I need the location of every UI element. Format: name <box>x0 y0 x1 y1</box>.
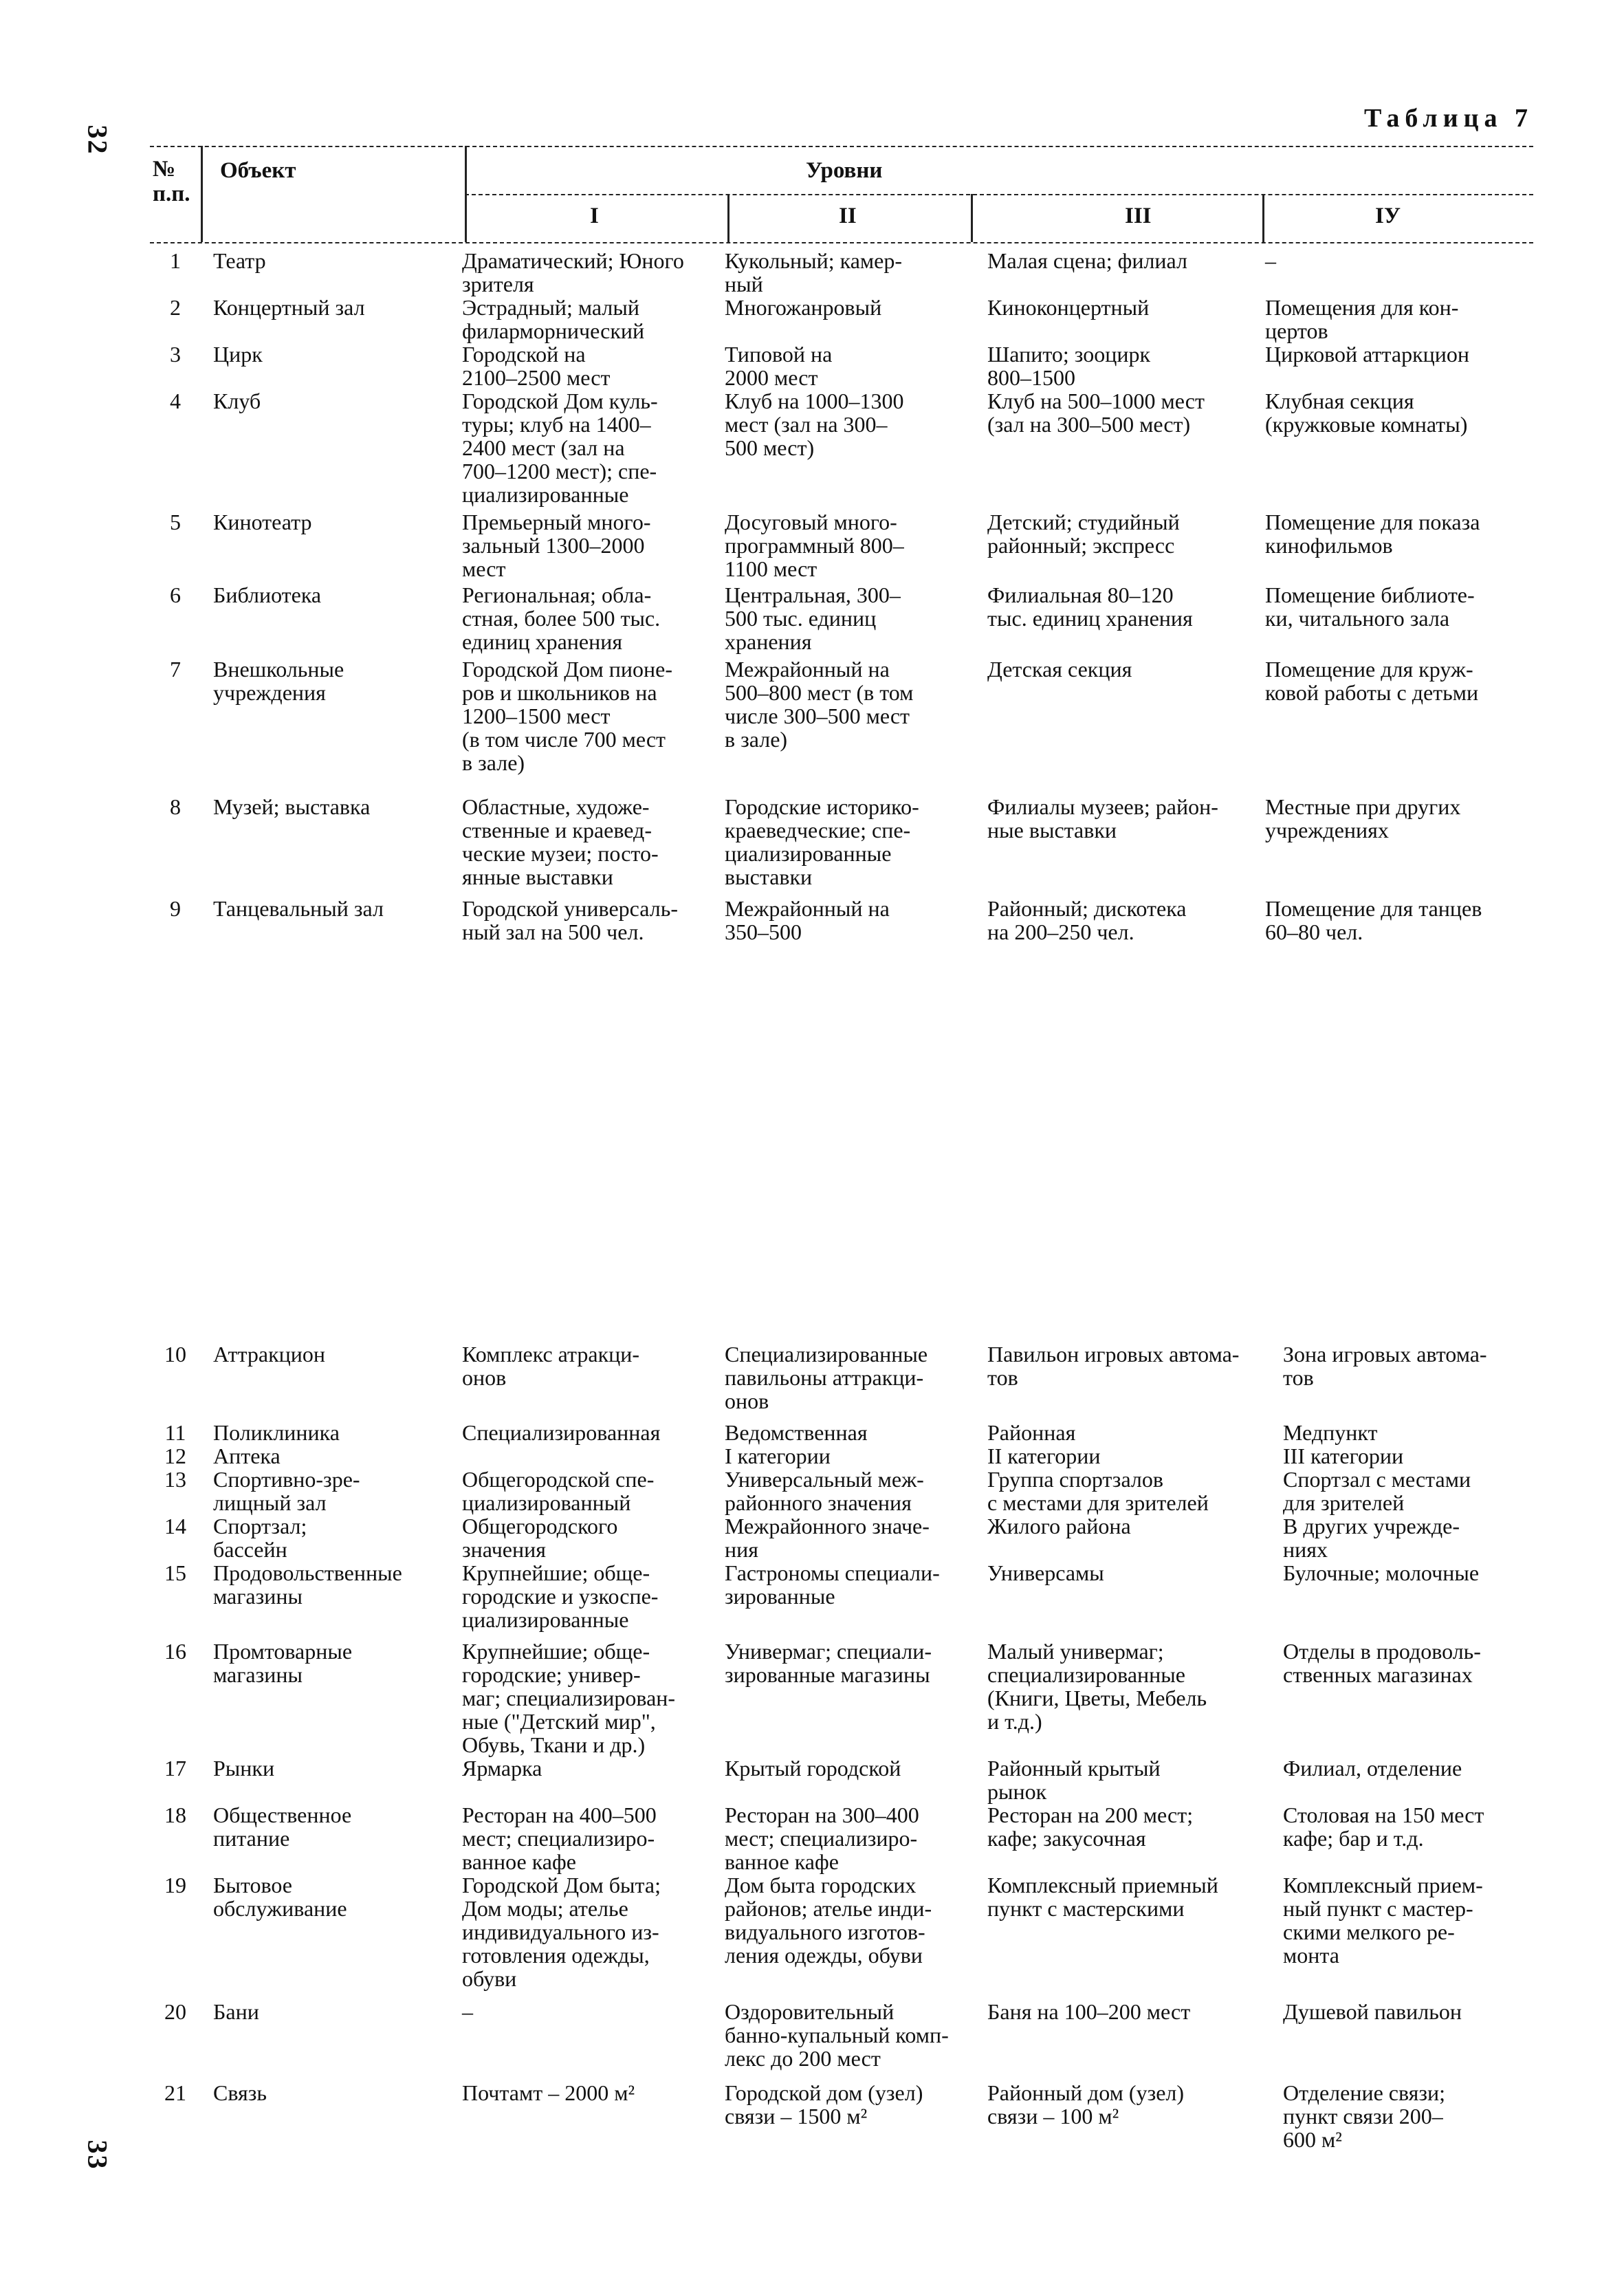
level-1-cell: Почтамт – 2000 м² <box>462 2080 635 2105</box>
level-3-cell: Универсамы <box>987 1560 1104 1585</box>
header-divider-num <box>201 146 203 242</box>
level-4-cell: Спортзал с местами для зрителей <box>1283 1467 1471 1515</box>
level-3-cell: Районный крытый рынок <box>987 1756 1161 1804</box>
level-3-cell: Клуб на 500–1000 мест (зал на 300–500 мест) <box>987 389 1205 437</box>
level-4-cell: Помещение для показа кинофильмов <box>1265 510 1480 558</box>
level-1-cell <box>462 1444 725 1468</box>
row-number: 18 <box>164 1803 186 1827</box>
object-name: Бытовое обслуживание <box>213 1873 347 1921</box>
level-1-cell: Городской Дом пионе- ров и школьников на 1200–1500 мест (в том числе 700 мест в зале) <box>462 657 672 775</box>
object-name: Промтоварные магазины <box>213 1639 353 1687</box>
table-row <box>138 389 1540 510</box>
level-2-cell: Типовой на 2000 мест <box>725 342 833 390</box>
level-4-cell: Столовая на 150 мест кафе; бар и т.д. <box>1283 1803 1484 1851</box>
level-2-cell: I категории <box>725 1444 831 1468</box>
level-4-cell: Клубная секция (кружковые комнаты) <box>1265 389 1468 437</box>
table-row <box>138 1421 1540 1444</box>
level-2-cell: Ведомственная <box>725 1420 868 1445</box>
table-row <box>138 1342 1540 1421</box>
level-4-cell: Цирковой аттаркцион <box>1265 342 1470 367</box>
level-4-cell: Отделение связи; пункт связи 200– 600 м² <box>1283 2080 1446 2152</box>
level-4-cell: Местные при других учреждениях <box>1265 794 1461 842</box>
table-row <box>138 1514 1540 1561</box>
row-number: 2 <box>170 295 181 320</box>
level-1-cell: Крупнейшие; обще- городские; универ- маг; специализирован- ные ("Детский мир", Обувь, Ткани и др.) <box>462 1639 676 1757</box>
object-name: Концертный зал <box>213 295 365 320</box>
level-3-cell: Комплексный приемный пункт с мастерскими <box>987 1873 1218 1921</box>
object-name: Общественное питание <box>213 1803 352 1851</box>
level-1-cell: Ярмарка <box>462 1756 542 1781</box>
levels-table-part1 <box>138 249 1540 944</box>
table-row <box>138 296 1540 342</box>
table-row <box>138 1803 1540 1873</box>
level-2-cell: Универмаг; специали- зированные магазины <box>725 1639 932 1687</box>
level-1-cell: Городской на 2100–2500 мест <box>462 342 611 390</box>
object-name: Музей; выставка <box>213 794 371 819</box>
object-name: Цирк <box>213 342 263 367</box>
row-number: 8 <box>170 794 181 819</box>
table-row <box>138 795 1540 897</box>
level-4-cell: Помещение для танцев 60–80 чел. <box>1265 896 1482 944</box>
level-4-cell: Медпункт <box>1283 1420 1378 1445</box>
level-2-cell: Многожанровый <box>725 295 882 320</box>
level-2-cell: Кукольный; камер- ный <box>725 248 903 296</box>
level-1-cell: Общегородского значения <box>462 1514 618 1562</box>
header-level-1: I <box>590 204 599 228</box>
level-1-cell: Городской Дом быта; Дом моды; ателье индивидуального из- готовления одежды, обуви <box>462 1873 661 1991</box>
level-2-cell: Дом быта городских районов; ателье инди- видуального изготов- ления одежды, обуви <box>725 1873 932 1968</box>
row-number: 9 <box>170 896 181 921</box>
table-row <box>138 657 1540 795</box>
level-2-cell: Межрайонного значе- ния <box>725 1514 930 1562</box>
object-name: Аптека <box>213 1444 281 1468</box>
level-3-cell: Детская секция <box>987 657 1132 682</box>
object-name: Театр <box>213 248 266 273</box>
row-number: 19 <box>164 1873 186 1897</box>
table-row <box>138 1561 1540 1640</box>
header-divider-l2 <box>971 194 973 242</box>
level-1-cell: Крупнейшие; обще- городские и узкоспе- циализированные <box>462 1560 659 1632</box>
row-number: 14 <box>164 1514 186 1538</box>
object-name: Клуб <box>213 389 261 413</box>
object-name: Библиотека <box>213 583 322 607</box>
row-number: 13 <box>164 1467 186 1492</box>
row-number: 17 <box>164 1756 186 1781</box>
level-3-cell: Баня на 100–200 мест <box>987 1999 1191 2024</box>
row-number: 7 <box>170 657 181 682</box>
level-3-cell: Малый универмаг; специализированные (Книги, Цветы, Мебель и т.д.) <box>987 1639 1207 1734</box>
object-name: Спортивно-зре- лищный зал <box>213 1467 360 1515</box>
table-caption: Таблица 7 <box>1363 104 1533 133</box>
level-2-cell: Оздоровительный банно-купальный комп- лекс до 200 мест <box>725 1999 949 2071</box>
table-row <box>138 583 1540 657</box>
header-top-rule <box>150 146 1533 147</box>
table-row <box>138 342 1540 389</box>
header-levels: Уровни <box>806 158 883 183</box>
level-3-cell: Ресторан на 200 мест; кафе; закусочная <box>987 1803 1194 1851</box>
level-4-cell: Комплексный прием- ный пункт с мастер- скими мелкого ре- монта <box>1283 1873 1483 1968</box>
level-3-cell: Районный дом (узел) связи – 100 м² <box>987 2080 1185 2129</box>
level-3-cell: Детский; студийный районный; экспресс <box>987 510 1180 558</box>
header-level-3: III <box>1125 204 1152 228</box>
level-3-cell: Районная <box>987 1420 1076 1445</box>
object-name: Рынки <box>213 1756 275 1781</box>
level-2-cell: Досуговый много- программный 800– 1100 мест <box>725 510 904 581</box>
level-1-cell: Общегородской спе- циализированный <box>462 1467 655 1515</box>
level-1-cell: – <box>462 1999 473 2024</box>
object-name: Кинотеатр <box>213 510 312 534</box>
row-number: 1 <box>170 248 181 273</box>
level-4-cell: Душевой павильон <box>1283 1999 1462 2024</box>
header-num: № п.п. <box>153 157 190 206</box>
table-row <box>138 249 1540 296</box>
level-2-cell: Межрайонный на 500–800 мест (в том числе 300–500 мест в зале) <box>725 657 914 752</box>
level-2-cell: Межрайонный на 350–500 <box>725 896 890 944</box>
object-name: Поликлиника <box>213 1420 340 1445</box>
table-row <box>138 1468 1540 1514</box>
level-1-cell: Комплекс атракци- онов <box>462 1342 640 1390</box>
level-3-cell: Районный; дискотека на 200–250 чел. <box>987 896 1187 944</box>
level-4-cell: В других учрежде- ниях <box>1283 1514 1460 1562</box>
table-row <box>138 2081 1540 2151</box>
level-1-cell: Региональная; обла- стная, более 500 тыс. единиц хранения <box>462 583 661 654</box>
table-row <box>138 510 1540 583</box>
level-2-cell: Гастрономы специали- зированные <box>725 1560 940 1609</box>
level-4-cell: Помещение библиоте- ки, читального зала <box>1265 583 1475 631</box>
level-2-cell: Клуб на 1000–1300 мест (зал на 300– 500 мест) <box>725 389 904 460</box>
row-number: 5 <box>170 510 181 534</box>
table-row <box>138 1756 1540 1803</box>
level-1-cell: Драматический; Юного зрителя <box>462 248 684 296</box>
level-4-cell: – <box>1265 248 1276 273</box>
row-number: 4 <box>170 389 181 413</box>
level-4-cell: Помещения для кон- цертов <box>1265 295 1459 343</box>
level-2-cell: Городские историко- краеведческие; спе- циализированные выставки <box>725 794 919 889</box>
level-1-cell: Премьерный много- зальный 1300–2000 мест <box>462 510 651 581</box>
header-object: Объект <box>220 158 296 183</box>
object-name: Бани <box>213 1999 259 2024</box>
table-row <box>138 1640 1540 1756</box>
levels-table-part2 <box>138 1342 1540 2151</box>
header-level-2: II <box>839 204 857 228</box>
row-number: 10 <box>164 1342 186 1367</box>
level-3-cell: Филиалы музеев; район- ные выставки <box>987 794 1218 842</box>
level-4-cell: Отделы в продоволь- ственных магазинах <box>1283 1639 1481 1687</box>
level-2-cell: Универсальный меж- районного значения <box>725 1467 924 1515</box>
level-4-cell: Булочные; молочные <box>1283 1560 1480 1585</box>
table-row <box>138 1873 1540 2000</box>
level-4-cell: Филиал, отделение <box>1283 1756 1462 1781</box>
table-row <box>138 2000 1540 2081</box>
row-number: 21 <box>164 2080 186 2105</box>
level-2-cell: Специализированные павильоны аттракци- онов <box>725 1342 928 1413</box>
page-number-top: 32 <box>82 124 113 155</box>
object-name: Связь <box>213 2080 267 2105</box>
level-3-cell: Жилого района <box>987 1514 1131 1538</box>
level-1-cell: Эстрадный; малый филарморнический <box>462 295 645 343</box>
object-name: Танцевальный зал <box>213 896 384 921</box>
level-1-cell: Городской универсаль- ный зал на 500 чел. <box>462 896 678 944</box>
level-4-cell: Помещение для круж- ковой работы с детьми <box>1265 657 1479 705</box>
level-3-cell: Павильон игровых автома- тов <box>987 1342 1240 1390</box>
header-level-4: IУ <box>1375 204 1401 228</box>
header-mid-rule <box>465 194 1533 195</box>
row-number: 15 <box>164 1560 186 1585</box>
header-divider-l3 <box>1262 194 1264 242</box>
object-name: Внешкольные учреждения <box>213 657 344 705</box>
level-3-cell: Группа спортзалов с местами для зрителей <box>987 1467 1209 1515</box>
object-name: Продовольственные магазины <box>213 1560 402 1609</box>
row-number: 20 <box>164 1999 186 2024</box>
page-number-bottom: 33 <box>82 2140 113 2170</box>
table-row <box>138 897 1540 944</box>
row-number: 3 <box>170 342 181 367</box>
header-bottom-rule <box>150 242 1533 243</box>
object-name: Аттракцион <box>213 1342 325 1367</box>
table-row <box>138 1444 1540 1468</box>
header-divider-object <box>465 146 467 242</box>
object-name: Спортзал; бассейн <box>213 1514 307 1562</box>
level-1-cell: Областные, художе- ственные и краевед- ческие музеи; посто- янные выставки <box>462 794 659 889</box>
level-2-cell: Центральная, 300– 500 тыс. единиц хранения <box>725 583 901 654</box>
row-number: 16 <box>164 1639 186 1664</box>
level-3-cell: Киноконцертный <box>987 295 1150 320</box>
row-number: 6 <box>170 583 181 607</box>
level-3-cell: Шапито; зооцирк 800–1500 <box>987 342 1151 390</box>
level-2-cell: Городской дом (узел) связи – 1500 м² <box>725 2080 923 2129</box>
level-3-cell: Малая сцена; филиал <box>987 248 1187 273</box>
row-number: 11 <box>164 1420 186 1445</box>
level-2-cell: Крытый городской <box>725 1756 901 1781</box>
level-4-cell: III категории <box>1283 1444 1404 1468</box>
level-1-cell: Специализированная <box>462 1420 661 1445</box>
row-number: 12 <box>164 1444 186 1468</box>
level-4-cell: Зона игровых автома- тов <box>1283 1342 1487 1390</box>
level-1-cell: Ресторан на 400–500 мест; специализиро- ванное кафе <box>462 1803 657 1874</box>
level-1-cell: Городской Дом куль- туры; клуб на 1400– 2400 мест (зал на 700–1200 мест); спе- циализированные <box>462 389 658 507</box>
level-2-cell: Ресторан на 300–400 мест; специализиро- ванное кафе <box>725 1803 919 1874</box>
level-3-cell: II категории <box>987 1444 1101 1468</box>
level-3-cell: Филиальная 80–120 тыс. единиц хранения <box>987 583 1193 631</box>
header-divider-l1 <box>727 194 729 242</box>
